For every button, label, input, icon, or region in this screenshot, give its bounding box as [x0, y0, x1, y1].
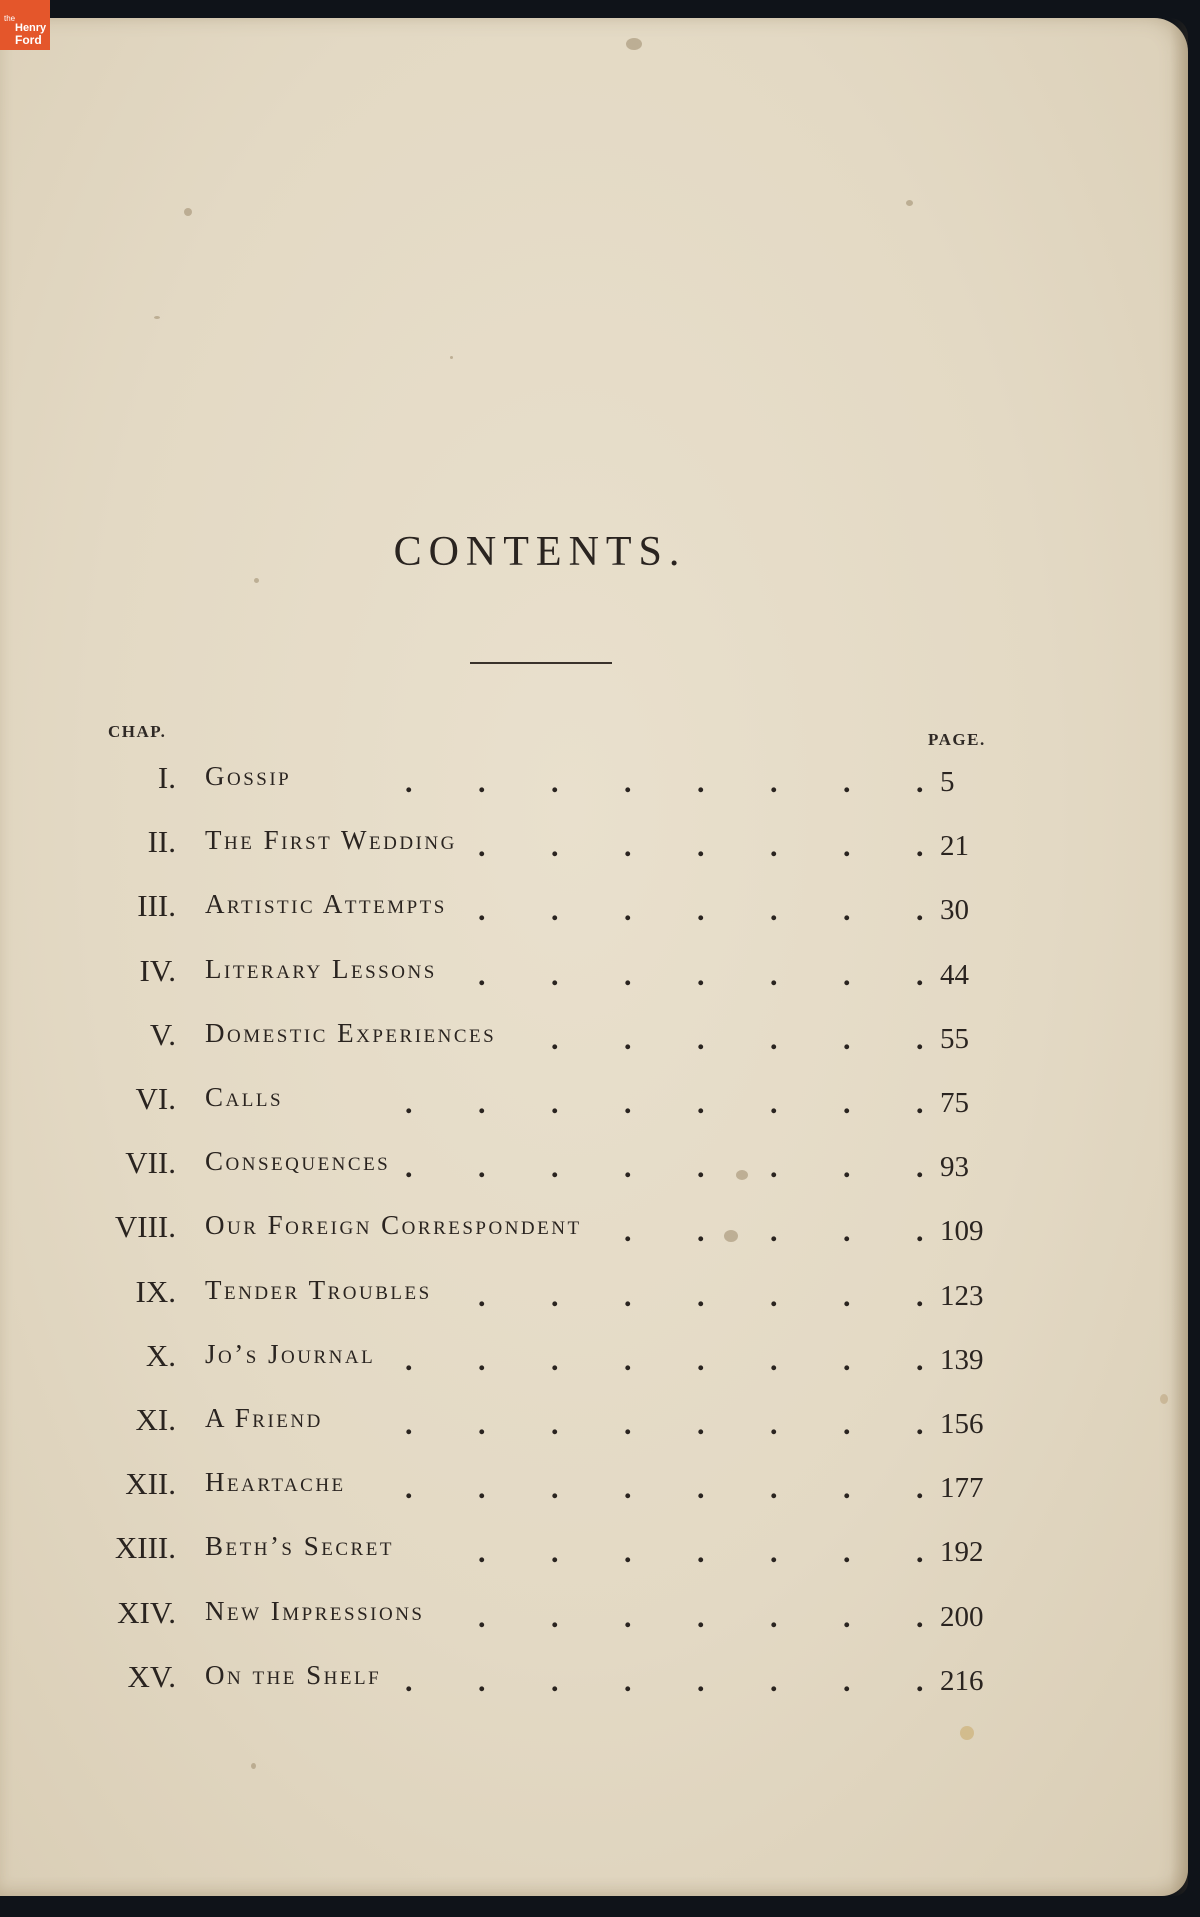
page-number: 139 — [940, 1343, 984, 1376]
page-number: 123 — [940, 1279, 984, 1312]
paper-speck — [251, 1763, 256, 1769]
chapter-number: IV. — [139, 952, 176, 988]
chapter-number: XI. — [135, 1402, 176, 1437]
chapter-number: III. — [137, 888, 176, 924]
page-number: 44 — [940, 958, 969, 991]
paper-speck — [960, 1726, 974, 1740]
chapter-number: I. — [157, 760, 176, 795]
page-edge-shadow — [1170, 18, 1188, 1896]
page-number: 192 — [940, 1536, 984, 1569]
chapter-number: IX. — [135, 1273, 176, 1309]
chapter-number: X. — [145, 1337, 176, 1373]
chapter-number: II. — [147, 824, 176, 860]
title-rule — [470, 662, 612, 664]
chapter-number: XII. — [125, 1466, 176, 1502]
toc-row: IV. Literary Lessons . . . . . . . 44 — [139, 952, 969, 992]
chapter-title: Jo’s Journal — [205, 1338, 376, 1369]
toc-row: XIII. Beth’s Secret . . . . . . . 192 — [114, 1530, 984, 1570]
paper-speck — [906, 200, 913, 206]
page-number: 156 — [940, 1408, 984, 1440]
chapter-title: On the Shelf — [205, 1659, 382, 1690]
page-number: 93 — [940, 1151, 969, 1184]
chapter-title: Calls — [205, 1082, 284, 1112]
toc-row: XII. Heartache . . . . . . . . 177 — [125, 1466, 984, 1506]
page-number: 216 — [940, 1664, 984, 1697]
toc-row: V. Domestic Experiences . . . . . . 55 — [149, 1016, 969, 1056]
toc-row: X. Jo’s Journal . . . . . . . . 139 — [145, 1337, 984, 1377]
chapter-title: Domestic Experiences — [205, 1017, 497, 1048]
chapter-title: Beth’s Secret — [205, 1531, 394, 1562]
logo-text-henry: Henry — [15, 22, 47, 34]
toc-row: I. Gossip . . . . . . . . 5 — [157, 760, 955, 799]
chapter-number: XIV. — [117, 1594, 176, 1630]
chapter-number: VII. — [125, 1145, 176, 1181]
chapter-number: XV. — [127, 1658, 176, 1694]
toc-row: IX. Tender Troubles . . . . . . . 123 — [135, 1273, 984, 1313]
chapter-title: Heartache — [205, 1467, 346, 1498]
chapter-title: A Friend — [205, 1403, 323, 1433]
chapter-title: The First Wedding — [205, 825, 457, 856]
paper-speck — [450, 356, 453, 359]
page-number: 21 — [940, 830, 969, 863]
page-number: 177 — [940, 1472, 984, 1505]
toc-row: XV. On the Shelf . . . . . . . . 216 — [127, 1658, 984, 1698]
chapter-title: Literary Lessons — [205, 953, 437, 984]
chapter-number: XIII. — [114, 1530, 176, 1566]
page-number: 109 — [940, 1215, 984, 1248]
paper-speck — [626, 38, 642, 50]
paper-speck — [184, 208, 192, 216]
paper-speck — [154, 316, 160, 319]
page-number: 75 — [940, 1087, 969, 1119]
toc-row: VIII. Our Foreign Correspondent . . . . . 109 — [114, 1209, 984, 1249]
toc-row: III. Artistic Attempts . . . . . . . 30 — [137, 888, 969, 928]
page-number: 30 — [940, 894, 969, 927]
contents-title: CONTENTS. — [393, 529, 687, 575]
henry-ford-logo — [0, 0, 50, 50]
logo-text-the: the — [4, 14, 16, 23]
chapter-number: V. — [149, 1016, 176, 1052]
toc-row: XI. A Friend . . . . . . . . 156 — [135, 1402, 984, 1441]
toc-row: VII. Consequences . . . . . . . . 93 — [125, 1145, 969, 1185]
paper-speck — [1160, 1394, 1168, 1404]
chapter-title: Gossip — [205, 761, 292, 791]
chapter-title: New Impressions — [205, 1595, 425, 1626]
chapter-title: Consequences — [205, 1146, 391, 1177]
toc-row: XIV. New Impressions . . . . . . . 200 — [117, 1594, 984, 1634]
page-number: 200 — [940, 1600, 984, 1633]
chapter-column-header: CHAP. — [108, 722, 167, 741]
toc-row: II. The First Wedding . . . . . . . 21 — [147, 824, 969, 864]
chapter-number: VI. — [135, 1081, 176, 1116]
chapter-title: Tender Troubles — [205, 1274, 432, 1305]
page-number: 55 — [940, 1022, 969, 1055]
chapter-title: Our Foreign Correspondent — [205, 1210, 582, 1241]
page-column-header: PAGE. — [928, 730, 986, 749]
paper-speck — [254, 578, 259, 583]
chapter-title: Artistic Attempts — [205, 889, 447, 920]
logo-text-ford: Ford — [15, 33, 42, 47]
page-number: 5 — [940, 766, 955, 798]
toc-row: VI. Calls . . . . . . . . 75 — [135, 1081, 969, 1120]
chapter-number: VIII. — [114, 1209, 176, 1245]
